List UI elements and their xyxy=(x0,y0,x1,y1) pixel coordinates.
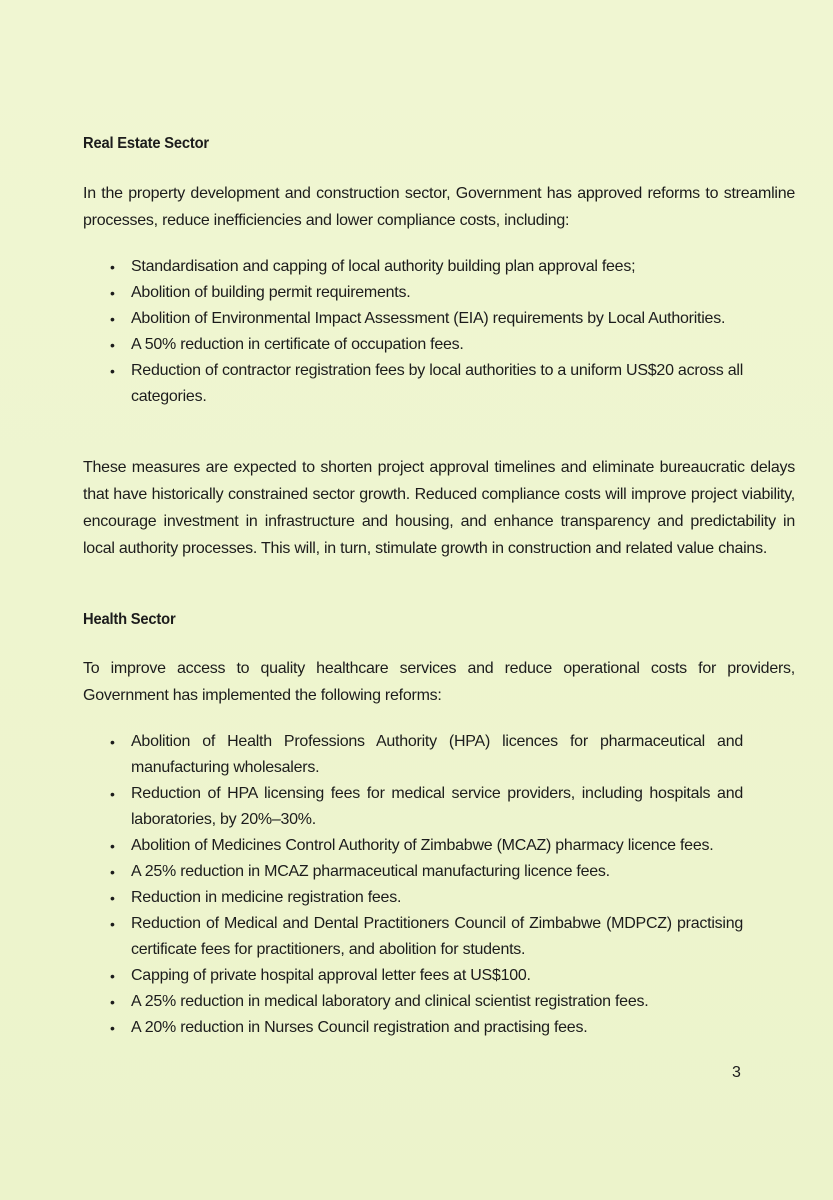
bullet-icon: • xyxy=(110,968,115,984)
bullet-icon: • xyxy=(110,838,115,854)
list-item-text: Standardisation and capping of local authority building plan approval fees; xyxy=(131,258,636,275)
bullet-icon: • xyxy=(110,311,115,327)
list-item-text: A 50% reduction in certificate of occupation fees. xyxy=(131,336,464,353)
list-item-text: Abolition of building permit requirements. xyxy=(131,284,411,301)
list-item-text: Capping of private hospital approval letter fees at US$100. xyxy=(131,967,531,984)
list-item xyxy=(83,885,743,911)
health-bullet-list xyxy=(83,729,743,1041)
list-item xyxy=(83,306,743,332)
list-item-text: Reduction in medicine registration fees. xyxy=(131,889,402,906)
list-item-text: Abolition of Medicines Control Authority of Zimbabwe (MCAZ) pharmacy licence fees. xyxy=(131,837,714,854)
bullet-icon: • xyxy=(110,259,115,275)
list-item xyxy=(83,254,743,280)
page-number: 3 xyxy=(732,1064,741,1081)
section-heading-health: Health Sector xyxy=(83,611,176,628)
bullet-icon: • xyxy=(110,337,115,353)
list-item-text: Abolition of Environmental Impact Assessment (EIA) requirements by Local Authorities. xyxy=(131,310,726,327)
bullet-icon: • xyxy=(110,864,115,880)
bullet-icon: • xyxy=(110,285,115,301)
list-item-text: Reduction of contractor registration fees by local authorities to a uniform US$20 across all categories. xyxy=(131,362,743,405)
list-item-text: A 25% reduction in MCAZ pharmaceutical manufacturing licence fees. xyxy=(131,863,610,880)
bullet-icon: • xyxy=(110,916,115,932)
real-estate-intro-paragraph: In the property development and construction sector, Government has approved reforms to streamline processes, reduce inefficiencies and lower compliance costs, including: xyxy=(83,185,795,229)
list-item-text: A 20% reduction in Nurses Council registration and practising fees. xyxy=(131,1019,588,1036)
list-item xyxy=(83,332,743,358)
bullet-icon: • xyxy=(110,363,115,379)
bullet-icon: • xyxy=(110,734,115,750)
bullet-icon: • xyxy=(110,1020,115,1036)
list-item xyxy=(83,963,743,989)
list-item xyxy=(83,781,743,833)
list-item-text: Reduction of Medical and Dental Practitioners Council of Zimbabwe (MDPCZ) practising certificate fees for practitioners, and abolition for students. xyxy=(131,915,743,958)
list-item xyxy=(83,1015,743,1041)
bullet-icon: • xyxy=(110,890,115,906)
list-item-text: Abolition of Health Professions Authority (HPA) licences for pharmaceutical and manufacturing wholesalers. xyxy=(131,733,743,776)
list-item xyxy=(83,859,743,885)
real-estate-bullet-list xyxy=(83,254,743,410)
list-item-text: Reduction of HPA licensing fees for medical service providers, including hospitals and laboratories, by 20%–30%. xyxy=(131,785,743,828)
section-heading-real-estate: Real Estate Sector xyxy=(83,135,209,152)
list-item xyxy=(83,833,743,859)
health-intro-paragraph: To improve access to quality healthcare services and reduce operational costs for providers, Government has implemented the following reforms: xyxy=(83,660,795,704)
bullet-icon: • xyxy=(110,994,115,1010)
real-estate-closing-paragraph: These measures are expected to shorten project approval timelines and eliminate bureaucratic delays that have historically constrained sector growth. Reduced compliance costs will improve project viability, encourage investment in infrastructure and housing, and enhance transparency and predictability in local authority processes. This will, in turn, stimulate growth in construction and related value chains. xyxy=(83,459,795,557)
list-item xyxy=(83,280,743,306)
list-item-text: A 25% reduction in medical laboratory and clinical scientist registration fees. xyxy=(131,993,649,1010)
list-item xyxy=(83,989,743,1015)
list-item xyxy=(83,729,743,781)
list-item xyxy=(83,911,743,963)
list-item xyxy=(83,358,743,410)
bullet-icon: • xyxy=(110,786,115,802)
